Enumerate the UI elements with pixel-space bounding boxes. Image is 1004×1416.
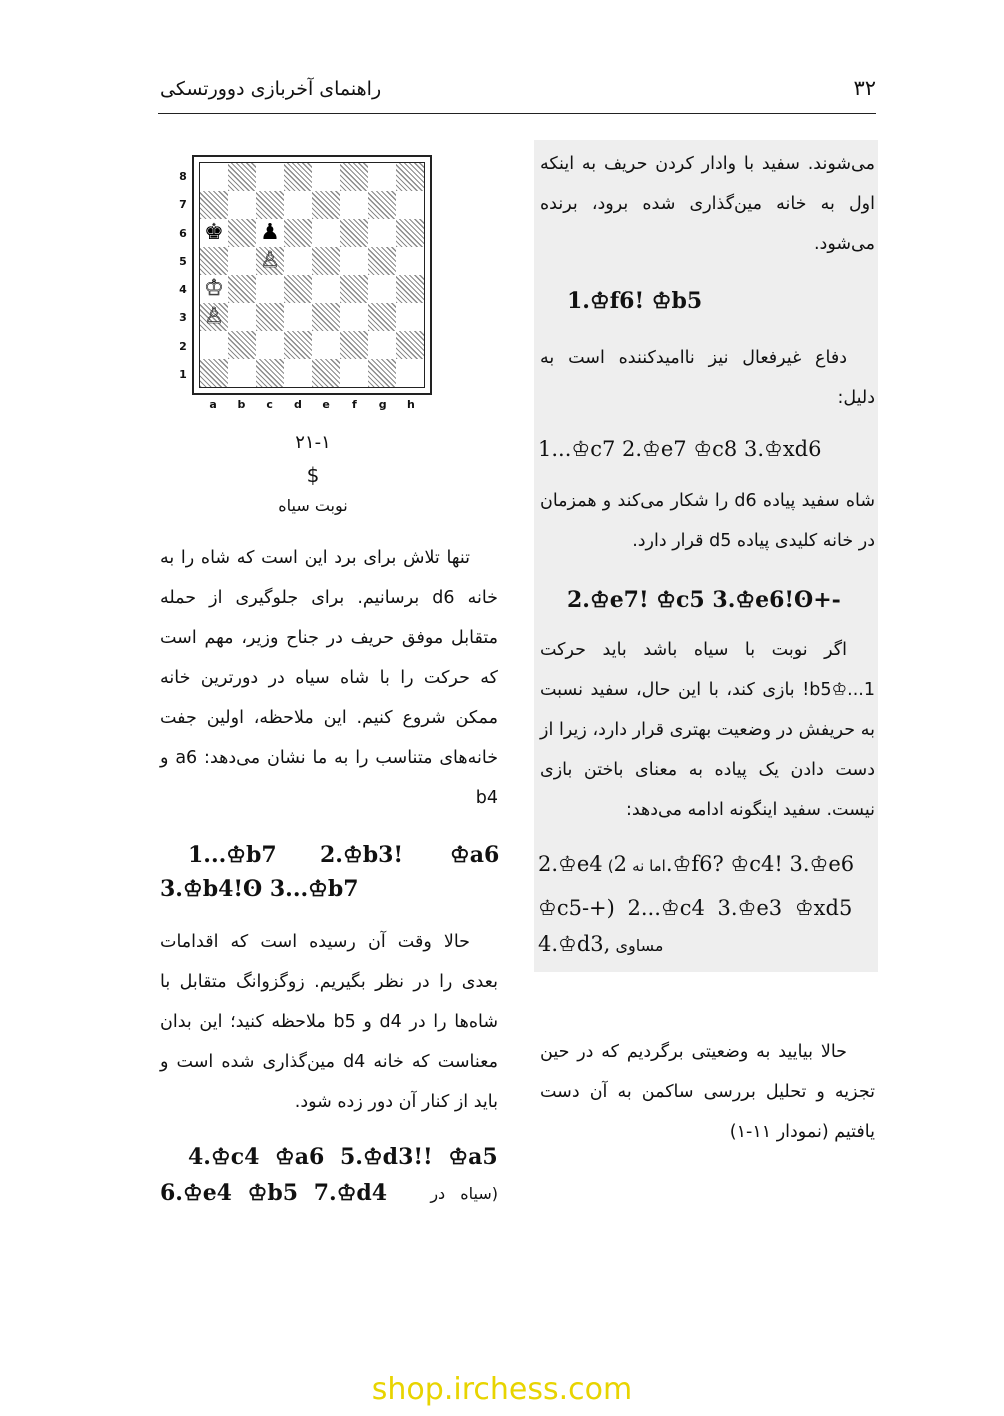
left-move-1-line-1	[160, 842, 498, 876]
rank-label-8: 8	[179, 170, 187, 184]
file-label-b: b	[237, 398, 246, 411]
square-a3	[200, 303, 228, 331]
move-fragment: 1...♔b7	[188, 842, 277, 868]
move-fragment: 2.♔e4	[538, 852, 603, 876]
square-e7	[312, 191, 340, 219]
file-label-h: h	[406, 398, 415, 411]
black-piece-a6: ♚	[204, 220, 224, 245]
right-move-4-line-2: ♔c5-+) 2...♔c4 3.♔e3 ♔xd5	[538, 896, 853, 920]
square-f4	[340, 275, 368, 303]
right-move-2: 1...♔c7 2.♔e7 ♔c8 3.♔xd6	[538, 437, 822, 461]
move-fragment: 2.♔f6? ♔c4! 3.♔e6	[613, 852, 855, 876]
white-piece-a4: ♔	[204, 276, 224, 301]
right-move-1: 1.♔f6! ♔b5	[567, 288, 703, 314]
square-g4	[368, 275, 396, 303]
right-move-3: 2.♔e7! ♔c5 3.♔e6!ʘ+-	[567, 587, 841, 613]
square-b1	[228, 359, 256, 387]
square-h8	[396, 163, 424, 191]
square-g5	[368, 247, 396, 275]
square-h4	[396, 275, 424, 303]
square-a8	[200, 163, 228, 191]
right-paragraph-5: حالا بیایید به وضعیتی برگردیم که در حین تجزیه و تحلیل بررسی ساکمن به آن دست یافتیم (نمودار ۱۱-۱)	[540, 1042, 875, 1142]
file-label-g: g	[378, 398, 387, 411]
rank-label-1: 1	[179, 367, 187, 381]
file-labels	[199, 398, 425, 411]
file-label-f: f	[351, 398, 357, 411]
square-h2	[396, 331, 424, 359]
running-header-title: راهنمای آخربازی دوورتسکی	[160, 78, 382, 100]
square-f6	[340, 219, 368, 247]
square-e2	[312, 331, 340, 359]
square-g3	[368, 303, 396, 331]
square-c7	[256, 191, 284, 219]
square-b5	[228, 247, 256, 275]
square-c2	[256, 331, 284, 359]
square-b2	[228, 331, 256, 359]
square-d4	[284, 275, 312, 303]
header-rule	[158, 113, 876, 114]
square-h6	[396, 219, 424, 247]
square-h7	[396, 191, 424, 219]
move-fragment: ♔a6	[450, 842, 500, 868]
board-frame	[192, 155, 432, 395]
square-b7	[228, 191, 256, 219]
square-c4	[256, 275, 284, 303]
square-g7	[368, 191, 396, 219]
square-g1	[368, 359, 396, 387]
right-paragraph-1: می‌شوند. سفید با وادار کردن حریف به اینکه اول به خانه مین‌گذاری شده برود، برنده می‌شود.	[540, 154, 875, 254]
move-fragment: 2.♔b3!	[320, 842, 404, 868]
file-label-a: a	[209, 398, 217, 411]
right-move-4-line-3	[538, 932, 663, 956]
move-aside: (سیاه در	[430, 1184, 498, 1203]
rank-label-4: 4	[179, 283, 187, 297]
move-result: مساوی	[615, 936, 664, 955]
chess-board	[199, 162, 425, 388]
square-d3	[284, 303, 312, 331]
black-piece-c6: ♟	[260, 220, 280, 245]
square-d6	[284, 219, 312, 247]
square-c8	[256, 163, 284, 191]
white-piece-a3: ♙	[204, 304, 224, 329]
square-e6	[312, 219, 340, 247]
rank-label-5: 5	[179, 254, 187, 268]
square-d1	[284, 359, 312, 387]
square-a7	[200, 191, 228, 219]
rank-label-3: 3	[179, 311, 187, 325]
square-c1	[256, 359, 284, 387]
diagram-number: ۲۱-۱	[295, 432, 331, 453]
square-d5	[284, 247, 312, 275]
square-a1	[200, 359, 228, 387]
square-c3	[256, 303, 284, 331]
rank-label-2: 2	[179, 339, 187, 353]
square-h5	[396, 247, 424, 275]
file-label-e: e	[322, 398, 330, 411]
square-g8	[368, 163, 396, 191]
square-a4	[200, 275, 228, 303]
square-f5	[340, 247, 368, 275]
move-fragment: 4.♔d3,	[538, 932, 611, 956]
left-move-2-line-1: 4.♔c4 ♔a6 5.♔d3!! ♔a5	[188, 1144, 498, 1170]
square-a5	[200, 247, 228, 275]
square-h1	[396, 359, 424, 387]
rank-label-7: 7	[179, 198, 187, 212]
left-move-2-line-2	[160, 1180, 498, 1214]
square-c6	[256, 219, 284, 247]
square-b4	[228, 275, 256, 303]
square-d2	[284, 331, 312, 359]
square-a6	[200, 219, 228, 247]
square-f8	[340, 163, 368, 191]
square-f3	[340, 303, 368, 331]
square-a2	[200, 331, 228, 359]
move-fragment: 6.♔e4 ♔b5 7.♔d4	[160, 1180, 388, 1206]
square-f1	[340, 359, 368, 387]
square-e8	[312, 163, 340, 191]
left-paragraph-1: تنها تلاش برای برد این است که شاه را به خانه d6 برسانیم. برای جلوگیری از حمله متقابل موفق حریف در جناح وزیر، مهم است که حرکت را با شاه سیاه در دورترین خانه ممکن شروع کنیم. این ملاحظه، اولین جفت خانه‌های متناسب را به ما نشان می‌دهد: a6 و b4	[160, 548, 499, 808]
square-g2	[368, 331, 396, 359]
square-e3	[312, 303, 340, 331]
square-g6	[368, 219, 396, 247]
square-b3	[228, 303, 256, 331]
square-e5	[312, 247, 340, 275]
left-paragraph-2: حالا وقت آن رسیده است که اقدامات بعدی را در نظر بگیریم. زوگزوانگ متقابل با شاه‌ها را در d4 و b5 ملاحظه کنید؛ این بدان معناست که خانه d4 مین‌گذاری شده است و باید از کنار آن دور زده شود.	[160, 932, 498, 1112]
right-move-4-line-1	[538, 852, 875, 888]
file-label-d: d	[293, 398, 302, 411]
page-number: ۳۲	[853, 76, 876, 100]
file-label-c: c	[266, 398, 273, 411]
square-e1	[312, 359, 340, 387]
square-f2	[340, 331, 368, 359]
chess-diagram	[172, 155, 438, 413]
rank-label-6: 6	[179, 226, 187, 240]
square-f7	[340, 191, 368, 219]
diagram-caption: نوبت سیاه	[278, 496, 348, 515]
watermark-url[interactable]: shop.irchess.com	[371, 1372, 633, 1407]
white-piece-c5: ♙	[260, 248, 280, 273]
move-aside: (اما نه	[607, 857, 666, 875]
square-b8	[228, 163, 256, 191]
square-b6	[228, 219, 256, 247]
diagram-symbol: $	[306, 463, 320, 487]
square-d8	[284, 163, 312, 191]
square-e4	[312, 275, 340, 303]
left-move-1-line-2: 3.♔b4!ʘ 3...♔b7	[160, 876, 359, 902]
square-c5	[256, 247, 284, 275]
square-h3	[396, 303, 424, 331]
right-paragraph-4: اگر نوبت با سیاه باشد باید حرکت 1...♔b5! بازی کند، با این حال، سفید نسبت به حریفش در وضعیت بهتری قرار دارد، زیرا از دست دادن یک پیاده به معنای باختن بازی نیست. سفید اینگونه ادامه می‌دهد:	[540, 640, 875, 820]
right-paragraph-2: دفاع غیرفعال نیز ناامیدکننده است به دلیل:	[540, 348, 875, 408]
right-paragraph-3: شاه سفید پیاده d6 را شکار می‌کند و همزمان در خانه کلیدی پیاده d5 قرار دارد.	[540, 491, 875, 551]
square-d7	[284, 191, 312, 219]
